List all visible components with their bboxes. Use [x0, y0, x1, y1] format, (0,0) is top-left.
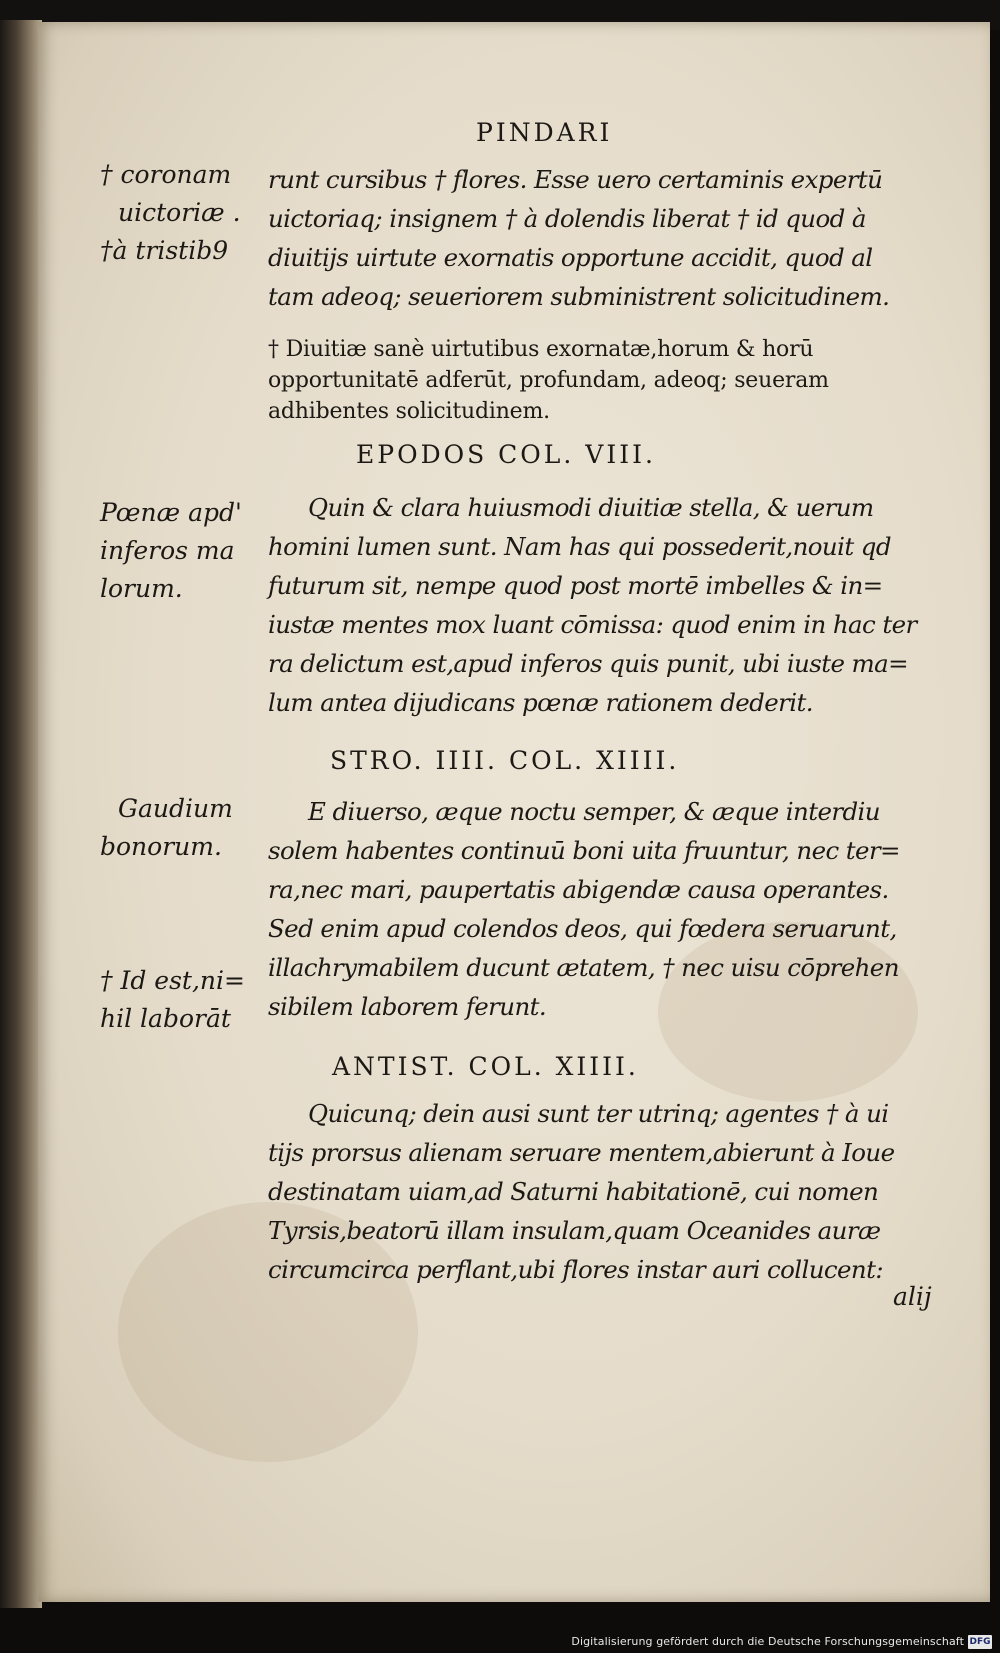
section-heading-antistrophe: ANTIST. COL. XIIII.: [332, 1052, 639, 1081]
text-line: diuitijs uirtute exornatis opportune accidit, quod al: [268, 243, 873, 272]
text-line: homini lumen sunt. Nam has qui possederit,nouit qd: [268, 532, 891, 561]
text-line: † Diuitiæ sanè uirtutibus exornatæ,horum & horū: [268, 337, 814, 362]
text-line: lum antea dijudicans pœnæ rationem dederit.: [268, 688, 813, 717]
margin-note-line: inferos ma: [100, 536, 235, 565]
margin-note-line: † coronam: [100, 160, 232, 189]
text-line: iustæ mentes mox luant cōmissa: quod enim in hac ter: [268, 610, 917, 639]
margin-note-joy: [100, 790, 250, 866]
margin-note-line: Pœnæ apd': [100, 498, 242, 527]
scan-footer-bar: [0, 1608, 1000, 1653]
text-line: opportunitatē adferūt, profundam, adeoq; seueram: [268, 368, 829, 393]
text-line: E diuerso, æque noctu semper, & æque interdiu: [308, 797, 880, 826]
text-line: illachrymabilem ducunt ætatem, † nec uisu cōprehen: [268, 953, 899, 982]
text-line: solem habentes continuū boni uita fruuntur, nec ter=: [268, 836, 900, 865]
text-line: Quin & clara huiusmodi diuitiæ stella, & uerum: [308, 493, 874, 522]
gloss-riches: [268, 334, 938, 427]
margin-note-line: uictoriæ .: [118, 198, 241, 227]
text-line: uictoriaq; insignem † à dolendis liberat † id quod à: [268, 204, 866, 233]
text-line: Sed enim apud colendos deos, qui fœdera seruarunt,: [268, 914, 897, 943]
margin-note-line: †à tristib9: [100, 236, 229, 265]
text-line: ra delictum est,apud inferos quis punit, ubi iuste ma=: [268, 649, 909, 678]
text-line: Quicunq; dein ausi sunt ter utrinq; agentes † à ui: [308, 1099, 889, 1128]
text-line: ra,nec mari, paupertatis abigendæ causa operantes.: [268, 875, 889, 904]
margin-note-punishment: [100, 494, 250, 608]
text-line: destinatam uiam,ad Saturni habitationē, cui nomen: [268, 1177, 879, 1206]
margin-note-labor: [100, 962, 250, 1038]
text-line: sibilem laborem ferunt.: [268, 992, 547, 1021]
margin-note-line: lorum.: [100, 574, 183, 603]
paragraph-antistrophe: [268, 1094, 938, 1289]
dfg-logo: DFG: [969, 1637, 991, 1647]
digitization-credit: Digitalisierung gefördert durch die Deutsche Forschungsgemeinschaft: [571, 1635, 964, 1648]
section-heading-epodos: EPODOS COL. VIII.: [356, 440, 656, 469]
margin-note-line: bonorum.: [100, 832, 222, 861]
text-line: futurum sit, nempe quod post mortē imbelles & in=: [268, 571, 883, 600]
text-line: circumcirca perflant,ubi flores instar auri collucent:: [268, 1255, 883, 1284]
running-head: PINDARI: [476, 118, 613, 147]
text-line: tijs prorsus alienam seruare mentem,abierunt à Ioue: [268, 1138, 895, 1167]
text-line: adhibentes solicitudinem.: [268, 399, 550, 424]
margin-note-line: Gaudium: [118, 794, 233, 823]
section-heading-strophe: STRO. IIII. COL. XIIII.: [330, 746, 680, 775]
text-line: Tyrsis,beatorū illam insulam,quam Oceanides auræ: [268, 1216, 881, 1245]
paragraph-riches: [268, 160, 938, 316]
book-gutter-edge: [0, 20, 42, 1620]
text-line: runt cursibus † flores. Esse uero certaminis expertū: [268, 165, 883, 194]
text-line: tam adeoq; seueriorem subministrent solicitudinem.: [268, 282, 890, 311]
catchword: alij: [893, 1282, 932, 1311]
margin-note-line: hil laborāt: [100, 1004, 231, 1033]
margin-note-line: † Id est,ni=: [100, 966, 245, 995]
paragraph-epodos: [268, 488, 938, 722]
paragraph-strophe: [268, 792, 938, 1026]
margin-note-victory: [100, 156, 250, 270]
